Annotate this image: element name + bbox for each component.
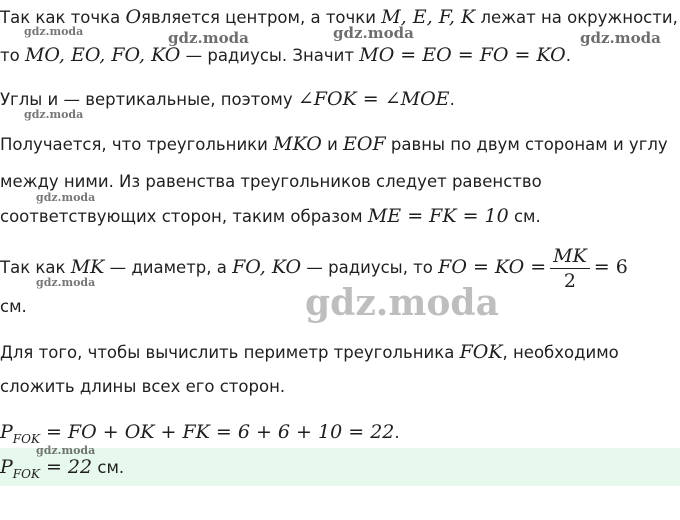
- math-fo-ko-eq: FO = KO =: [438, 256, 547, 278]
- text: Для того, чтобы вычислить периметр треугольника: [0, 343, 460, 362]
- watermark-text: gdz.moda: [168, 29, 249, 47]
- text: см.: [0, 297, 27, 316]
- watermark-text: gdz.moda: [24, 108, 84, 121]
- text: .: [394, 423, 400, 442]
- watermark-text: gdz.moda: [36, 191, 96, 204]
- text: Так как точка: [0, 8, 126, 27]
- paragraph-3-line-2: [0, 171, 542, 193]
- text: является центром, а точки: [141, 8, 382, 27]
- text: между ними. Из равенства треугольников следует равенство: [0, 172, 542, 191]
- watermark-text: gdz.moda: [24, 25, 84, 38]
- answer-line: [0, 456, 124, 485]
- fraction: [550, 244, 590, 293]
- math-points: M, E, F, K: [381, 6, 476, 28]
- watermark-text: gdz.moda: [36, 276, 96, 289]
- text: Углы и — вертикальные, поэтому: [0, 90, 298, 109]
- math-point-o: O: [125, 6, 142, 28]
- text: Так как: [0, 258, 71, 277]
- text: лежат на окружности,: [475, 8, 678, 27]
- paragraph-3-line-1: [0, 133, 668, 156]
- text: и: [321, 135, 344, 154]
- text: см.: [92, 458, 125, 477]
- math-equality: MO = EO = FO = KO: [359, 44, 566, 66]
- math-perimeter-eq: = FO + OK + FK = 6 + 6 + 10 = 22: [39, 421, 395, 443]
- math-fo-ko: FO, KO: [232, 256, 302, 278]
- text: — радиусы. Значит: [180, 46, 360, 65]
- text: .: [449, 90, 455, 109]
- math-triangle-mko: MKO: [273, 133, 322, 155]
- math-p: P: [0, 421, 13, 443]
- text: , необходимо: [502, 343, 619, 362]
- math-subscript: FOK: [12, 467, 40, 481]
- text: равны по двум сторонам и углу: [385, 135, 668, 154]
- text: — диаметр, а: [104, 258, 233, 277]
- paragraph-4-line-2: [0, 296, 27, 318]
- text: то: [0, 46, 25, 65]
- text: соответствующих сторон, таким образом: [0, 207, 368, 226]
- watermark-text: gdz.moda: [580, 29, 661, 47]
- math-answer-eq: = 22: [39, 456, 93, 478]
- text: сложить длины всех его сторон.: [0, 377, 286, 396]
- paragraph-3-line-3: [0, 205, 541, 228]
- paragraph-1-line-2: [0, 44, 571, 67]
- watermark-text: gdz.moda: [333, 24, 414, 42]
- fraction-denominator: 2: [563, 270, 576, 292]
- math-radii: MO, EO, FO, KO: [24, 44, 181, 66]
- math-me-fk: ME = FK = 10: [367, 205, 509, 227]
- text: .: [565, 46, 571, 65]
- text: — радиусы, то: [301, 258, 439, 277]
- math-result: = 6: [593, 256, 628, 278]
- math-angle-equality: ∠FOK = ∠MOE: [297, 88, 450, 110]
- math-mk: MK: [70, 256, 105, 278]
- math-subscript: FOK: [12, 432, 40, 446]
- fraction-numerator: MK: [550, 244, 590, 269]
- math-p: P: [0, 456, 13, 478]
- math-triangle-eof: EOF: [343, 133, 386, 155]
- paragraph-5-line-2: [0, 376, 285, 398]
- math-fok: FOK: [459, 341, 503, 363]
- text: см.: [508, 207, 541, 226]
- paragraph-5-line-1: [0, 341, 619, 364]
- watermark-text: gdz.moda: [36, 444, 96, 457]
- watermark-logo: gdz.moda: [305, 282, 499, 324]
- text: Получается, что треугольники: [0, 135, 274, 154]
